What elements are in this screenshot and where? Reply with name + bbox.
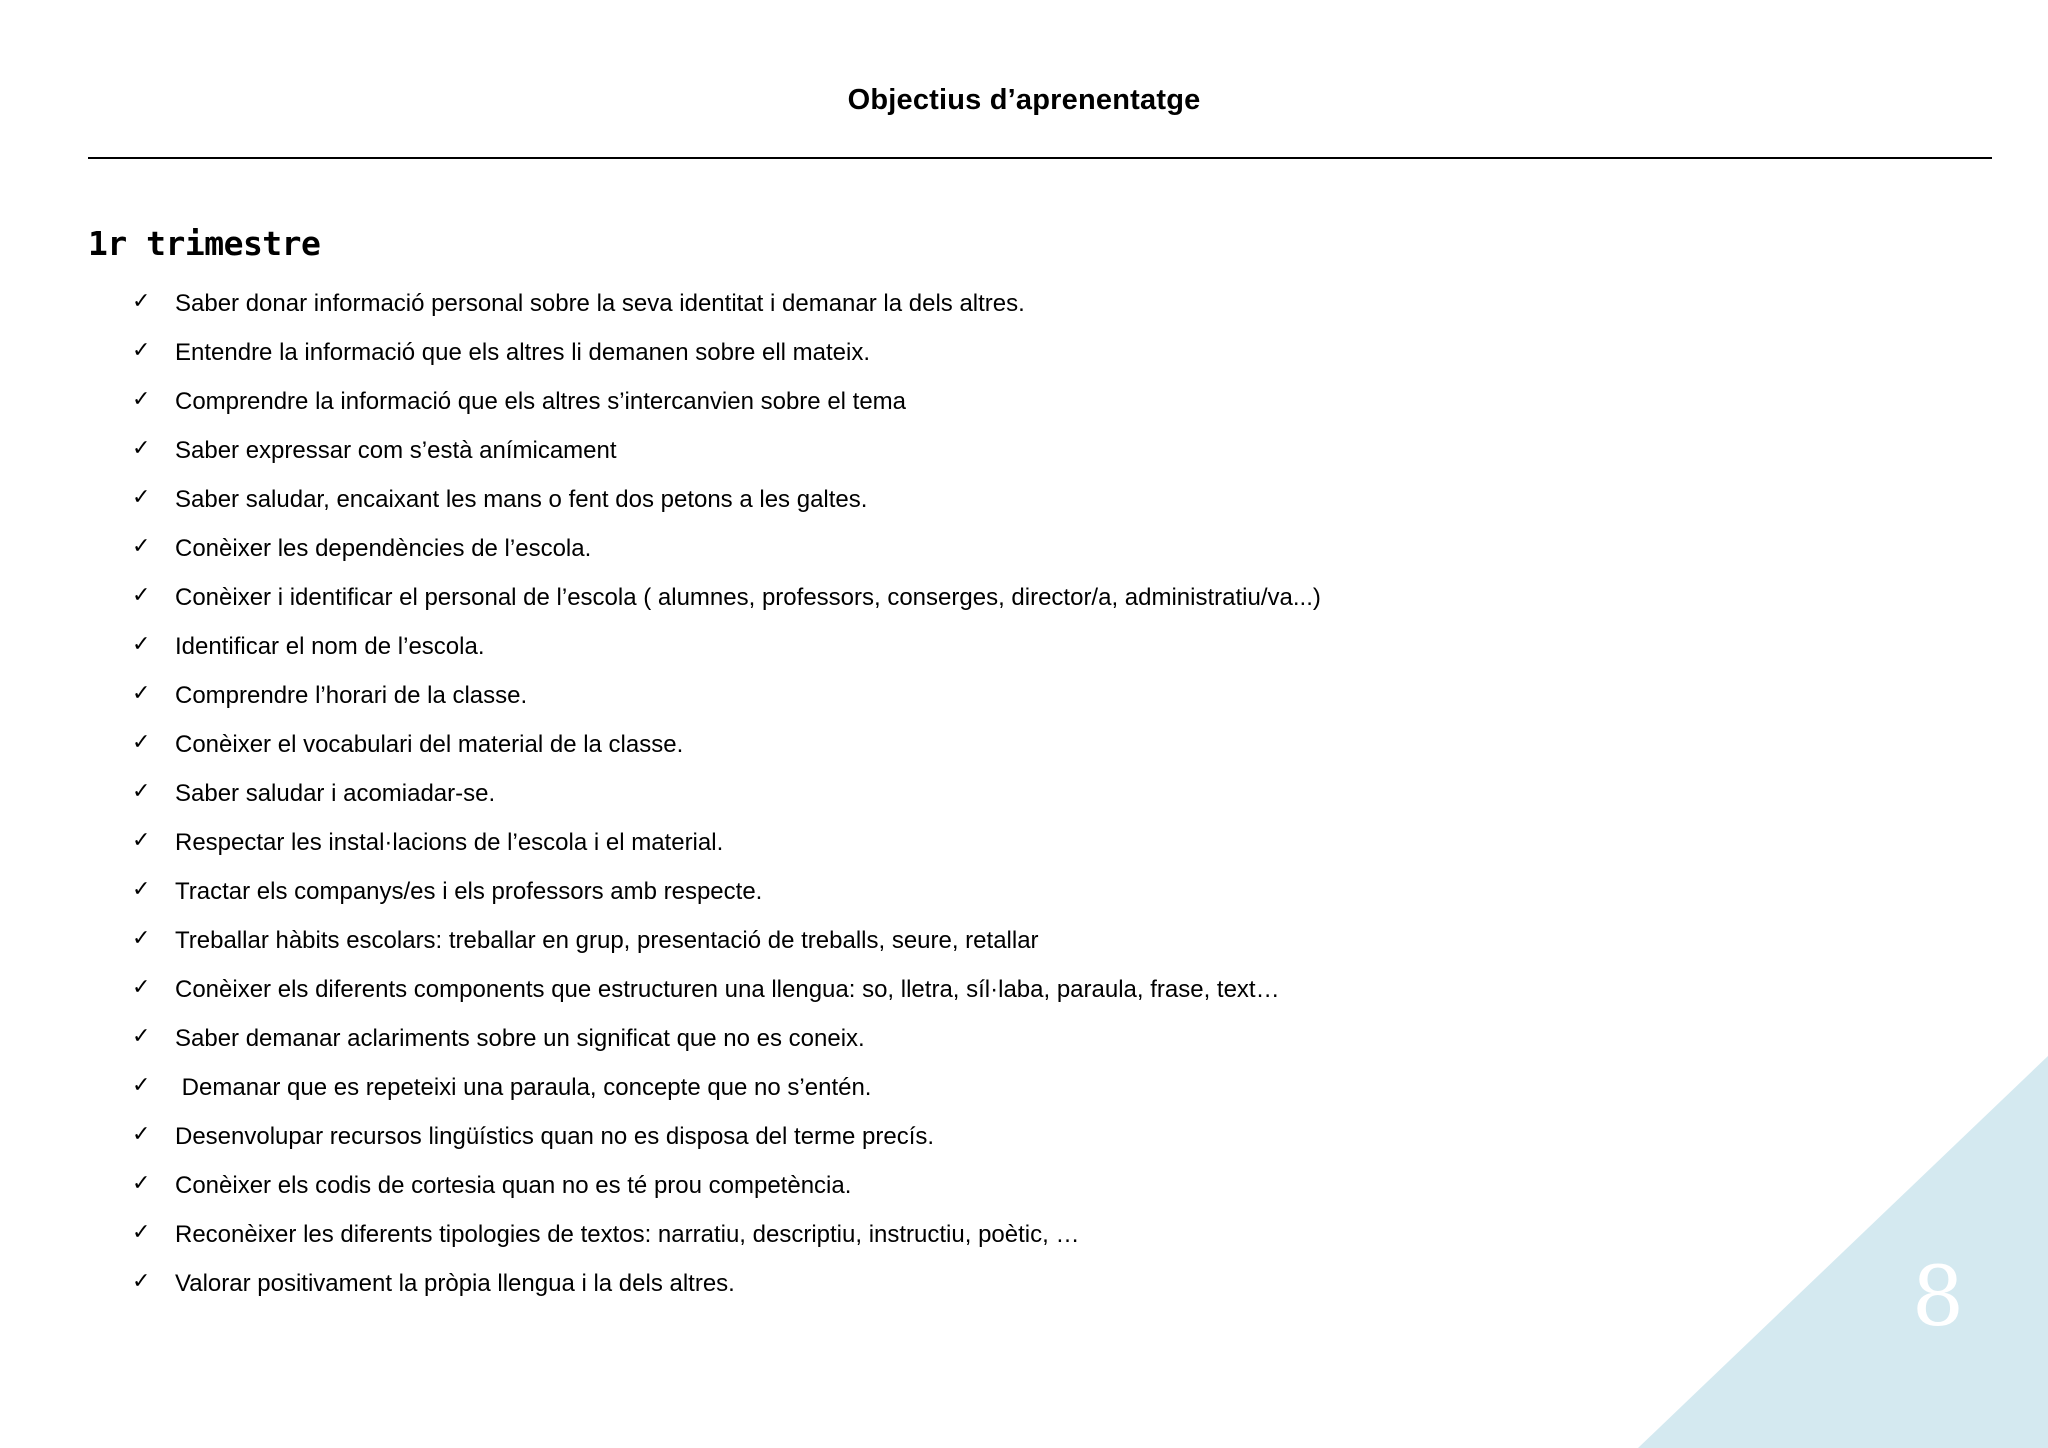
section-heading: 1r trimestre xyxy=(88,224,321,263)
list-item xyxy=(130,286,1321,335)
check-icon: ✓ xyxy=(132,632,151,657)
objective-text: Identificar el nom de l’escola. xyxy=(175,633,485,660)
objective-text: Respectar les instal·lacions de l’escola i el material. xyxy=(175,829,724,856)
list-item xyxy=(130,433,1321,482)
check-icon: ✓ xyxy=(132,877,151,902)
page-number: 8 xyxy=(1911,1250,1965,1345)
header-divider xyxy=(88,157,1992,159)
check-icon: ✓ xyxy=(132,436,151,461)
objective-text: Desenvolupar recursos lingüístics quan no es disposa del terme precís. xyxy=(175,1123,935,1150)
list-item xyxy=(130,727,1321,776)
list-item xyxy=(130,972,1321,1021)
objective-text: Demanar que es repeteixi una paraula, concepte que no s’entén. xyxy=(175,1074,872,1101)
corner-decoration xyxy=(1638,1056,2048,1448)
objective-text: Conèixer els codis de cortesia quan no es té prou competència. xyxy=(175,1172,852,1199)
objective-text: Saber expressar com s’està anímicament xyxy=(175,437,617,464)
check-icon: ✓ xyxy=(132,681,151,706)
list-item xyxy=(130,1070,1321,1119)
objective-text: Reconèixer les diferents tipologies de textos: narratiu, descriptiu, instructiu, poètic, … xyxy=(175,1221,1080,1248)
list-item xyxy=(130,1266,1321,1315)
list-item xyxy=(130,1021,1321,1070)
objective-text: Saber demanar aclariments sobre un significat que no es coneix. xyxy=(175,1025,865,1052)
objective-text: Tractar els companys/es i els professors amb respecte. xyxy=(175,878,763,905)
list-item xyxy=(130,580,1321,629)
check-icon: ✓ xyxy=(132,387,151,412)
check-icon: ✓ xyxy=(132,828,151,853)
objective-text: Entendre la informació que els altres li demanen sobre ell mateix. xyxy=(175,339,871,366)
objective-text: Conèixer i identificar el personal de l’escola ( alumnes, professors, conserges, director/a, administratiu/va...) xyxy=(175,584,1321,611)
list-item xyxy=(130,1119,1321,1168)
list-item xyxy=(130,482,1321,531)
objective-text: Conèixer les dependències de l’escola. xyxy=(175,535,592,562)
objective-text: Saber saludar i acomiadar-se. xyxy=(175,780,496,807)
objective-text: Saber saludar, encaixant les mans o fent dos petons a les galtes. xyxy=(175,486,868,513)
check-icon: ✓ xyxy=(132,1269,151,1294)
objective-text: Saber donar informació personal sobre la seva identitat i demanar la dels altres. xyxy=(175,290,1025,317)
list-item xyxy=(130,335,1321,384)
check-icon: ✓ xyxy=(132,583,151,608)
check-icon: ✓ xyxy=(132,926,151,951)
list-item xyxy=(130,1217,1321,1266)
list-item xyxy=(130,825,1321,874)
objective-text: Comprendre la informació que els altres s’intercanvien sobre el tema xyxy=(175,388,907,415)
list-item xyxy=(130,874,1321,923)
objective-text: Valorar positivament la pròpia llengua i la dels altres. xyxy=(175,1270,735,1297)
objective-text: Conèixer els diferents components que estructuren una llengua: so, lletra, síl·laba, paraula, frase, text… xyxy=(175,976,1280,1003)
objective-text: Treballar hàbits escolars: treballar en grup, presentació de treballs, seure, retallar xyxy=(175,927,1039,954)
objective-text: Comprendre l’horari de la classe. xyxy=(175,682,528,709)
check-icon: ✓ xyxy=(132,1220,151,1245)
check-icon: ✓ xyxy=(132,1073,151,1098)
check-icon: ✓ xyxy=(132,1024,151,1049)
list-item xyxy=(130,923,1321,972)
check-icon: ✓ xyxy=(132,289,151,314)
list-item xyxy=(130,776,1321,825)
check-icon: ✓ xyxy=(132,534,151,559)
check-icon: ✓ xyxy=(132,779,151,804)
check-icon: ✓ xyxy=(132,338,151,363)
page-title: Objectius d’aprenentatge xyxy=(847,84,1201,116)
list-item xyxy=(130,678,1321,727)
list-item xyxy=(130,1168,1321,1217)
list-item xyxy=(130,531,1321,580)
objectives-list xyxy=(130,286,1321,1315)
check-icon: ✓ xyxy=(132,1122,151,1147)
check-icon: ✓ xyxy=(132,1171,151,1196)
check-icon: ✓ xyxy=(132,730,151,755)
check-icon: ✓ xyxy=(132,485,151,510)
list-item xyxy=(130,629,1321,678)
check-icon: ✓ xyxy=(132,975,151,1000)
list-item xyxy=(130,384,1321,433)
objective-text: Conèixer el vocabulari del material de la classe. xyxy=(175,731,684,758)
